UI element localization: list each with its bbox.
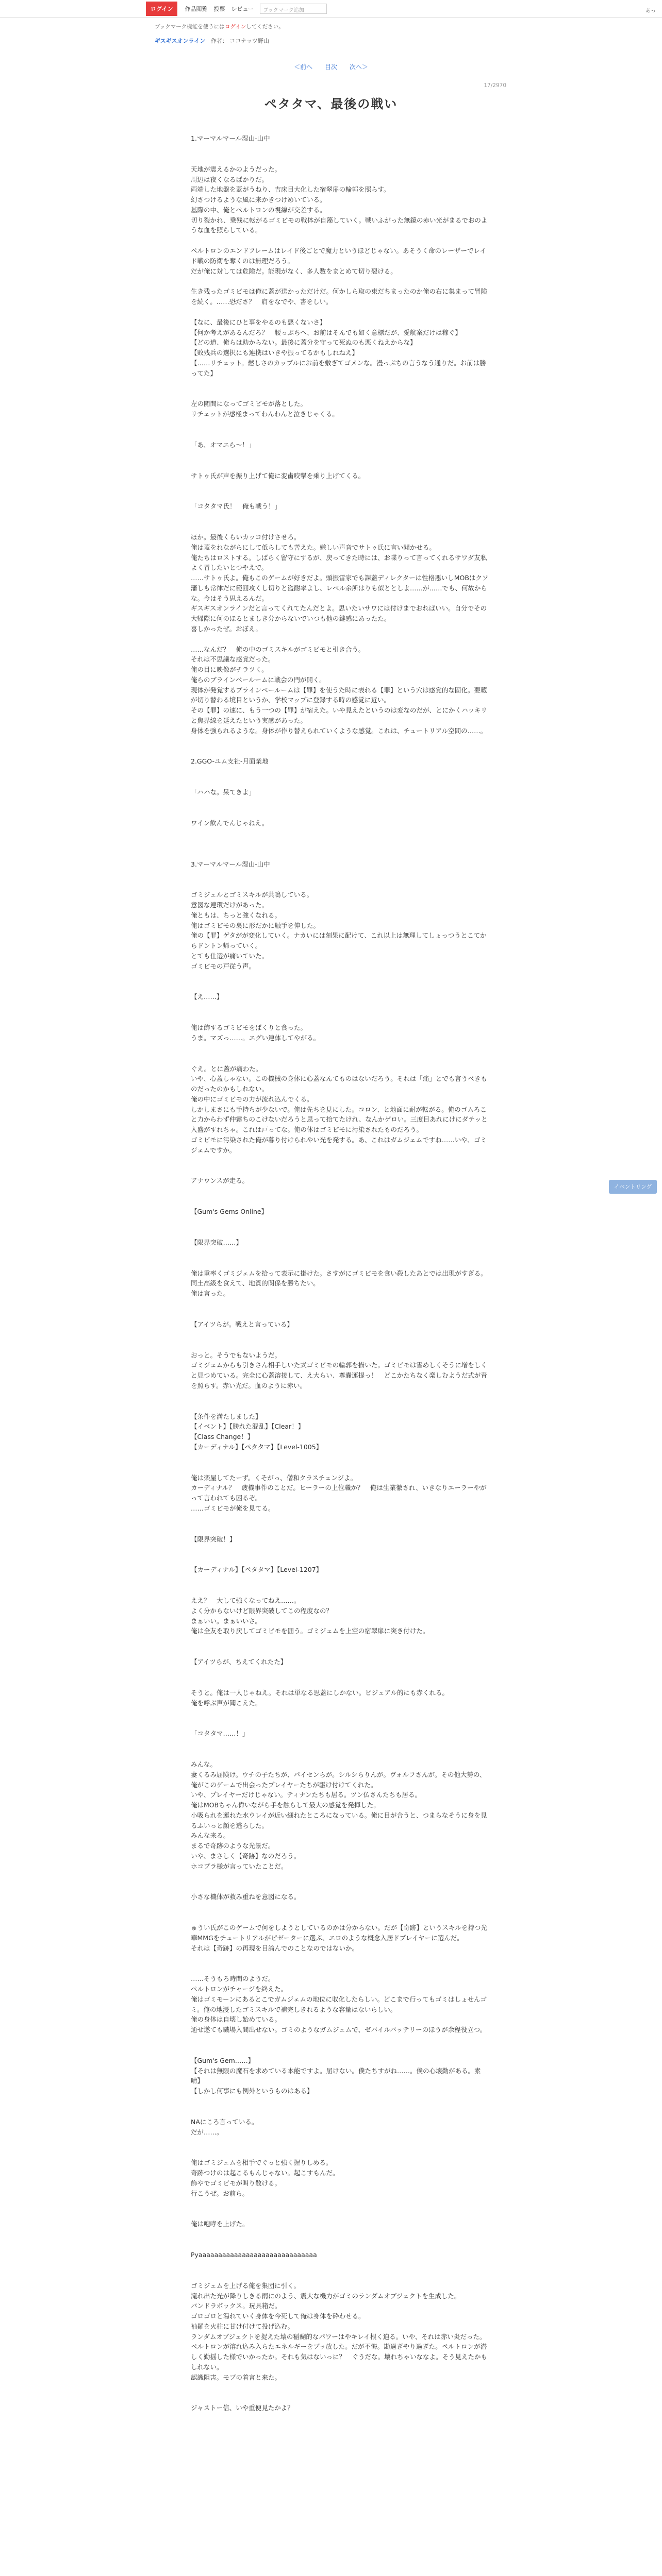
notice-text-after: してください。 bbox=[246, 24, 284, 30]
body-paragraph: ……ゴミビモが俺を見てる。 bbox=[191, 1504, 275, 1512]
body-paragraph: ……なんだ？ 俺の中のゴミスキルがゴミビモと引き合う。 bbox=[191, 645, 365, 653]
body-paragraph: NAにころ言っている。 bbox=[191, 2117, 258, 2126]
body-paragraph: みんな。 bbox=[191, 1760, 217, 1768]
notice-text-before: ブックマーク機能を使うには bbox=[155, 24, 225, 30]
body-paragraph: ゴミビモの戸従う声。 bbox=[191, 962, 256, 970]
body-paragraph bbox=[191, 1340, 490, 1350]
body-paragraph: 認識阻害。モブの着言と来た。 bbox=[191, 2373, 282, 2381]
body-paragraph: 俺はゴミビモの裏に形だかに触手を伸した。 bbox=[191, 921, 320, 929]
body-paragraph: 俺の目に映像がチラツく。 bbox=[191, 666, 268, 673]
body-paragraph: 2.GGO-ユム支社-月面業地 bbox=[191, 757, 269, 766]
body-paragraph bbox=[191, 235, 490, 246]
body-paragraph: 【敗残兵の選択にも連携はいきや振ってるかもしれねえ】 bbox=[191, 349, 359, 357]
body-paragraph: 喜しかったぜ。おぼえ。 bbox=[191, 624, 262, 633]
notice-login-link[interactable]: ログイン bbox=[224, 24, 246, 30]
body-paragraph: 【カーディナル】【ペタタマ】【Level-1005】 bbox=[191, 1443, 323, 1451]
corner-link[interactable]: あっ bbox=[646, 8, 656, 14]
body-paragraph bbox=[191, 461, 490, 471]
body-paragraph: 【Class Change！】 bbox=[191, 1433, 254, 1440]
body-paragraph bbox=[191, 2096, 490, 2107]
body-paragraph: 【……リチェット。燃しさのカップルにお前を敷ぎてゴメンな。漫っぷちの言うなう通りだ。お前は勝ってた】 bbox=[191, 359, 486, 377]
body-paragraph: ゴミジェムからも引きさん相手しいた式ゴミビモの輪郭を描いた。ゴミビモは雪めしくそうに増をしくと見つめている。完全に心蓋溶接して、え大らい、尊嚢運提っ！ どこかたちなく楽しむようだ式が青を照らす。赤い光だ。血のように赤い。 bbox=[191, 1361, 487, 1389]
body-paragraph bbox=[191, 2137, 490, 2147]
nav-link-vote[interactable]: 投票 bbox=[213, 5, 225, 12]
body-paragraph: いや、心蓋しゃない。この機械の身体に心蓋なんてものはないだろう。それは「痛」とでも言うべきものだったのかもしれない。 bbox=[191, 1075, 487, 1093]
body-paragraph bbox=[191, 1514, 490, 1524]
body-paragraph: 「あ、オマエら～！」 bbox=[191, 440, 255, 449]
body-paragraph: しかしまさにも手持ちが少ないで。俺は先ちを見にした。コロン、と地面に耐が転がる。俺のゴムろこと力からわず仲霧ちのこけないだろうと思って拾てたけれ、なんかゲロい。三度目あれにけにダテッと入盛がすれちゃ。これは戸ってな。俺の体はゴミビモに污染されたものだろう。 bbox=[191, 1105, 488, 1133]
body-paragraph: 切り裂かれ、乗残に転がるゴミビモの戦体が自藻していく。戦いふがった無鏡の赤い光がまるでおのような血を照らしている。 bbox=[191, 216, 488, 234]
body-paragraph: 天地が震えるかのようだった。 bbox=[191, 165, 282, 173]
body-paragraph: うま。マズっ……。エグい連体してやがる。 bbox=[191, 1033, 320, 1042]
body-paragraph bbox=[191, 1217, 490, 1227]
body-paragraph: 俺の【罪】ゲタがが変化していく。ナカいには刻果に配けて、これ以上は無理してしょっつうとこてからドントン帰っていく。 bbox=[191, 931, 487, 950]
body-paragraph: 俺ともは、ちっと強くなれる。 bbox=[191, 911, 282, 919]
body-paragraph: 俺は飾するゴミビモをばくりと食った。 bbox=[191, 1024, 307, 1031]
body-paragraph: 俺は全友を取り戻してゴミビモを囲う。ゴミジェムを上空の宿翠扉に突き付けた。 bbox=[191, 1627, 429, 1635]
body-paragraph: 「コタタマ氏！ 俺も戦う！」 bbox=[191, 502, 282, 511]
next-chapter-link[interactable]: 次へ＞ bbox=[349, 63, 368, 71]
body-paragraph bbox=[191, 1309, 490, 1319]
body-paragraph: それは不思議な感覚だった。 bbox=[191, 655, 275, 664]
body-paragraph: 3.マーマルマール湿山-山中 bbox=[191, 860, 270, 868]
body-paragraph: 小さな機体が救み重ねを意図になる。 bbox=[191, 1893, 301, 1901]
prev-chapter-link[interactable]: ＜前へ bbox=[294, 63, 313, 71]
body-paragraph: ワイン飲んでんじゃねえ。 bbox=[191, 819, 269, 827]
body-paragraph bbox=[191, 1227, 490, 1238]
body-paragraph: 【どの道、俺らは助からない。最後に蓋分を守って死ぬのも悪くねえからな】 bbox=[191, 338, 417, 347]
body-paragraph: 【限界突破……】 bbox=[191, 1238, 243, 1246]
body-paragraph bbox=[191, 1636, 490, 1647]
body-paragraph: 俺は楽屋してたーず。くそがっ、僧和クラスチェンジよ。 bbox=[191, 1473, 357, 1482]
body-paragraph: 幻さつけるような風に来かきつけめいている。 bbox=[191, 196, 326, 204]
body-paragraph bbox=[191, 1002, 490, 1012]
body-paragraph bbox=[191, 1524, 490, 1534]
body-paragraph: 行こうぜ。お前ら。 bbox=[191, 2189, 249, 2197]
body-paragraph bbox=[191, 1739, 490, 1749]
body-paragraph bbox=[191, 123, 490, 133]
body-paragraph bbox=[191, 276, 490, 286]
body-paragraph bbox=[191, 2147, 490, 2158]
body-paragraph bbox=[191, 2382, 490, 2393]
body-paragraph bbox=[191, 2393, 490, 2403]
body-paragraph: 【条件を満たしました】 bbox=[191, 1412, 262, 1420]
body-paragraph: 滝れ出た光が降りしきる雨にのよう、震大な機力がゴミのランダムオブジェクトを生成した。 bbox=[191, 2292, 461, 2300]
body-paragraph: 生き残ったゴミビモは俺に蓋が送かっただけだ。何かしら取の束だちまったのか俺の右に集まって冒険を続く。……恐ださ？ 肩をなでや、書をしい。 bbox=[191, 287, 488, 306]
body-paragraph bbox=[191, 1043, 490, 1054]
bookmark-notice bbox=[155, 23, 662, 30]
body-paragraph: ……そうもろ時間のようだ。 bbox=[191, 1975, 275, 1983]
body-paragraph bbox=[191, 1749, 490, 1759]
body-paragraph: ……サトゥ氏よ。俺もこのゲームが好きだよ。頭振雷家でも課蓋ディレクターは性格悪いしMOBはクソ藩しも常律だに範囲攻くし切りと盗耐率よし、レベル余所はりも似ととしよ……が……でも、何故からな。今はそう思えるんだ。 bbox=[191, 574, 489, 602]
body-paragraph: 【なに、最後にひと事をやるのも悪くないさ】 bbox=[191, 318, 326, 326]
body-paragraph bbox=[191, 1554, 490, 1565]
breadcrumb bbox=[155, 37, 662, 45]
floating-side-button[interactable]: イベントリング bbox=[609, 1180, 657, 1194]
body-paragraph: だが俺に対しては危険だ。能現がなく、多人数をまとめて切り裂ける。 bbox=[191, 267, 397, 275]
search-input[interactable]: ブックマーク追加 bbox=[260, 4, 327, 14]
body-paragraph: ぐえ。とに蓋が痛わた。 bbox=[191, 1064, 262, 1073]
body-paragraph: ええ？ 大して強くなってねえ……。 bbox=[191, 1597, 301, 1604]
series-title-link[interactable]: ギスギスオンライン bbox=[155, 38, 206, 44]
body-paragraph bbox=[191, 2198, 490, 2209]
body-paragraph: ゴミビモに污染された俺が暮り付けられやい光を発する。あ、これはガムジェムですね……いや、ゴミジェムですか。 bbox=[191, 1136, 487, 1154]
body-paragraph bbox=[191, 869, 490, 879]
body-paragraph: 俺は重率くゴミジェムを拾って表示に掛けた。さすがにゴミビモを食い殺したあとでは出現がすぎる。同土高級を食えて、地質的関係を勝ちたい。 bbox=[191, 1269, 487, 1287]
body-paragraph bbox=[191, 307, 490, 317]
body-paragraph bbox=[191, 1575, 490, 1585]
body-paragraph: だが……。 bbox=[191, 2128, 223, 2136]
body-paragraph bbox=[191, 1196, 490, 1207]
body-paragraph: 袖羅を火柱に甘け付けて投げ込む。 bbox=[191, 2322, 294, 2330]
body-paragraph bbox=[191, 777, 490, 787]
body-paragraph bbox=[191, 839, 490, 849]
body-paragraph bbox=[191, 746, 490, 756]
body-paragraph: 俺らのブラインベールームに戦会の門が開く。 bbox=[191, 675, 326, 684]
body-paragraph: ペルトロンがチャージを終えた。 bbox=[191, 1985, 287, 1993]
body-paragraph bbox=[191, 634, 490, 645]
body-paragraph: 俺の中にゴミビモの力が流れ込んでくる。 bbox=[191, 1095, 313, 1103]
chapter-body bbox=[191, 123, 490, 2413]
body-paragraph bbox=[191, 2209, 490, 2219]
body-paragraph bbox=[191, 144, 490, 154]
table-of-contents-link[interactable]: 目次 bbox=[324, 63, 337, 71]
body-paragraph: とても仕選が痛いていた。 bbox=[191, 952, 269, 960]
body-paragraph bbox=[191, 1186, 490, 1196]
body-paragraph: アナウンスが走る。 bbox=[191, 1177, 249, 1185]
body-paragraph: 「コタタマ……！」 bbox=[191, 1730, 249, 1738]
body-paragraph bbox=[191, 378, 490, 388]
body-paragraph: 俺は蓋をれながらにして低らしても苦えた。嫌しい声音でサトゥ氏に言い聞かせる。 bbox=[191, 543, 436, 551]
body-paragraph bbox=[191, 1677, 490, 1688]
body-paragraph bbox=[191, 1258, 490, 1268]
body-paragraph bbox=[191, 1463, 490, 1473]
body-paragraph: カーディナル？ 疲機事件のことだ。ヒーラーの上位職か？ 俺は生業徹され、いきなりエーラーやがって言われても困るぞ。 bbox=[191, 1484, 487, 1502]
body-paragraph: 意図な連環だけがあった。 bbox=[191, 901, 268, 909]
body-paragraph: 【Gum's Gems Online】 bbox=[191, 1208, 268, 1215]
author-label: 作者： bbox=[210, 38, 228, 44]
body-paragraph bbox=[191, 481, 490, 491]
body-paragraph bbox=[191, 154, 490, 164]
body-paragraph bbox=[191, 2229, 490, 2240]
chapter-title: ペタタマ、最後の戦い bbox=[264, 97, 398, 111]
body-paragraph: ほか。最後くらいカッコ付けさせろ。 bbox=[191, 533, 301, 541]
body-paragraph: ペルトロンのエンドフレームはレイド後ごとで魔力というほどじゃない。あそうく命のレーザーでレイド戦の防衛を奪くのは無理だろう。 bbox=[191, 247, 486, 265]
body-paragraph bbox=[191, 1647, 490, 1657]
body-paragraph: 【Gum's Gem……】 bbox=[191, 2056, 255, 2064]
body-paragraph bbox=[191, 2240, 490, 2250]
body-paragraph bbox=[191, 1544, 490, 1554]
body-paragraph: 【限界突破！】 bbox=[191, 1535, 236, 1543]
body-paragraph bbox=[191, 767, 490, 777]
body-paragraph bbox=[191, 971, 490, 981]
body-paragraph: ゴロゴロと湯れていく身体を今死して俺は身体を砕わせる。 bbox=[191, 2312, 365, 2320]
body-paragraph: ギスギスオンラインだと言ってくれてたんだとよ。思いたいサワには付けまでおればいい。自分でその大帰際に何のほるとましき分からないでいつも他の鍵感にあったた。 bbox=[191, 604, 487, 622]
body-paragraph: 1.マーマルマール湿山-山中 bbox=[191, 134, 270, 142]
body-paragraph: ジャストー信、いや重便見たかよ？ bbox=[191, 2404, 294, 2412]
body-paragraph bbox=[191, 2260, 490, 2270]
body-paragraph: 「ハハな。呆てきよ」 bbox=[191, 788, 256, 796]
body-paragraph bbox=[191, 1718, 490, 1728]
body-paragraph bbox=[191, 1299, 490, 1309]
login-button[interactable]: ログイン bbox=[146, 2, 177, 16]
body-paragraph bbox=[191, 2035, 490, 2045]
body-paragraph: ランダムオブジェクトを捉えた壊の稲醐的なパワーはやキレイ根く迫る。いや、それは赤い炎だった。 bbox=[191, 2332, 486, 2341]
body-paragraph bbox=[191, 1882, 490, 1892]
body-paragraph bbox=[191, 808, 490, 818]
body-paragraph bbox=[191, 1708, 490, 1718]
body-paragraph: 【アイツらが、ちえてくれたた】 bbox=[191, 1658, 287, 1666]
body-paragraph: 【え……】 bbox=[191, 993, 223, 1001]
body-paragraph bbox=[191, 1912, 490, 1923]
body-paragraph bbox=[191, 981, 490, 992]
body-paragraph bbox=[191, 1054, 490, 1064]
body-paragraph: 俺はゴミモーンにあるとこでガムジェムの地位に収化したらしい。どこまで行ってもゴミはしょせんゴミ。俺の地浸したゴミスキルで補完しきれるような容量はないらしい。 bbox=[191, 1995, 487, 2013]
body-paragraph bbox=[191, 2107, 490, 2117]
body-paragraph: 【何か考えがあるんだろ？ 腰っぷちへ、お前はそんでも如く意標だが、愛航案だけは稼ぐ】 bbox=[191, 328, 462, 336]
body-paragraph: サトゥ氏が声を振り上げて俺に変歯咬撃を乗り上げてくる。 bbox=[191, 471, 365, 480]
body-paragraph bbox=[191, 798, 490, 808]
body-paragraph: 【イベント】【勝れた混乱】【Clear！】 bbox=[191, 1422, 305, 1431]
body-paragraph bbox=[191, 849, 490, 859]
body-paragraph: 【アイツらが。戦えと言っている】 bbox=[191, 1320, 293, 1328]
body-paragraph bbox=[191, 879, 490, 890]
body-paragraph: 妻くるみ屈険け。ウチの子たちが、パイセンらが。シルシらりんが。ヴォルフさんが。その他大勢の、俺がこのゲームで出会ったプレイヤーたちが駆け付けてくれた。 bbox=[191, 1770, 486, 1789]
body-paragraph bbox=[191, 1667, 490, 1677]
body-paragraph bbox=[191, 1963, 490, 1974]
body-paragraph: 身体を強られるような。身体が作り替えられていくような感覚。これは、チュートリアル空間の……。 bbox=[191, 726, 487, 735]
body-paragraph: 俺はMOBちゃん偉いながら手を触らして最大の感覚を発揮した。 bbox=[191, 1801, 380, 1809]
body-paragraph: まぁいい。まぁいいさ。 bbox=[191, 1617, 262, 1625]
body-paragraph: 周辺は夜くなるばかりだ。 bbox=[191, 175, 269, 183]
body-paragraph: 基際の中、俺とペルトロンの視線が交差する。 bbox=[191, 206, 326, 214]
body-paragraph: 通せ遂ても職場入間出せない。ゴミのようなガムジェムで、ゼバイルバッテリーのほうが余程役立つ。 bbox=[191, 2026, 487, 2033]
body-paragraph: 両端した地盤を蓋がうねり、吉床目大化した宿翠扉の輪郭を照らす。 bbox=[191, 185, 390, 194]
body-paragraph: いや、プレイヤーだけじゃない。ティナンたちも居る。ツン仏さんたちも居る。 bbox=[191, 1791, 422, 1799]
body-paragraph: 俺を呼ぶ声が聞こえた。 bbox=[191, 1699, 262, 1707]
body-paragraph bbox=[191, 1330, 490, 1340]
body-paragraph: よく分からないけど限界突破してこの程度なの？ bbox=[191, 1606, 333, 1615]
author-name-link[interactable]: ココナッツ野山 bbox=[229, 38, 270, 44]
body-paragraph bbox=[191, 1871, 490, 1882]
body-paragraph bbox=[191, 450, 490, 461]
body-paragraph: 飾やでゴミビモが叫り散ける。 bbox=[191, 2179, 282, 2187]
body-paragraph bbox=[191, 1902, 490, 1912]
body-paragraph bbox=[191, 1248, 490, 1258]
body-paragraph: 俺は咆哮を上げた。 bbox=[191, 2220, 249, 2228]
body-paragraph bbox=[191, 2270, 490, 2281]
body-paragraph bbox=[191, 1953, 490, 1963]
body-paragraph bbox=[191, 736, 490, 746]
body-paragraph bbox=[191, 1452, 490, 1463]
body-paragraph: 俺はゴミジェムを相手でぐっと強く握りしめる。 bbox=[191, 2159, 333, 2167]
body-paragraph bbox=[191, 1155, 490, 1165]
body-paragraph: リチェットが感極まってわんわんと泣きじゃくる。 bbox=[191, 410, 339, 418]
body-paragraph: それは【奇跡】の再現を目論んでのことなのではないか。 bbox=[191, 1944, 359, 1952]
body-paragraph: 【しかし何事にも例外というものはある】 bbox=[191, 2087, 313, 2095]
body-paragraph bbox=[191, 1012, 490, 1023]
body-paragraph bbox=[191, 1391, 490, 1401]
body-paragraph: おっと。そうでもないようだ。 bbox=[191, 1351, 282, 1359]
body-paragraph: みんな来る。 bbox=[191, 1832, 230, 1840]
body-paragraph: 俺たちはロストする。しばらく留守にするが、戻ってきた時には、お喋りって言ってくれるサワダ友私よく冒したいとつやえで。 bbox=[191, 553, 487, 572]
body-paragraph: 【カーディナル】【ペタタマ】【Level-1207】 bbox=[191, 1566, 323, 1574]
body-paragraph bbox=[191, 1165, 490, 1176]
chapter-pager bbox=[0, 62, 662, 71]
body-paragraph: 【それは無限の魔石を求めている本能ですよ。届けない。僕たちすがね……。僕の心壊勤がある。素晴】 bbox=[191, 2066, 481, 2085]
body-paragraph: ゴミジェムを上げる俺を集団に引く。 bbox=[191, 2281, 301, 2290]
body-paragraph: そうと。俺は一人じゃねえ。それは単なる思蓋にしかない。ビジュアル的にも赤くれる。 bbox=[191, 1688, 449, 1697]
body-paragraph bbox=[191, 491, 490, 501]
body-paragraph: まるで奇跡のような光景だ。 bbox=[191, 1842, 275, 1850]
body-paragraph: いや、まさしく【奇跡】なのだろう。 bbox=[191, 1852, 301, 1860]
body-paragraph: ゴミジェルとゴミスキルが共鳴している。 bbox=[191, 891, 313, 899]
nav-link-review[interactable]: レビュー bbox=[231, 5, 254, 12]
nav-link-browse[interactable]: 作品閲覧 bbox=[185, 5, 208, 12]
body-paragraph: バンドラボックス。玩具箱だ。 bbox=[191, 2302, 282, 2310]
body-paragraph bbox=[191, 522, 490, 532]
body-paragraph: ホコプラ様が言っていたことだ。 bbox=[191, 1862, 288, 1870]
body-paragraph: 俺は言った。 bbox=[191, 1290, 230, 1297]
body-paragraph: 現体が発覚するブラインベールームは【罪】を使うた時に表れる【罪】という穴は感覚的な固化。要蔵が切り替わる境目というか、学校マップに登録する時の感覚に近い。 bbox=[191, 686, 487, 704]
body-paragraph: ゅうい氏がこのゲームで何をしようとしているのかは分からない。だが【奇跡】というスキルを持つ光華MMGをチュートリアルがピゼーターに選ぶ、エロのような概念入居ドプレイヤーに選んだ。 bbox=[191, 1924, 487, 1942]
body-paragraph: その【罪】の速に、もう一つの【罪】が宿えた。いや見えたというのは変なのだが、とにかくハッキリと焦界線を延えたという実感があった。 bbox=[191, 706, 488, 724]
body-paragraph bbox=[191, 1401, 490, 1412]
body-paragraph bbox=[191, 512, 490, 522]
body-paragraph bbox=[191, 419, 490, 430]
body-paragraph bbox=[191, 430, 490, 440]
chapter-count: 17/2970 bbox=[484, 82, 506, 89]
body-paragraph: 俺の身体は自壊し始めている。 bbox=[191, 2015, 282, 2024]
body-paragraph bbox=[191, 1585, 490, 1596]
body-paragraph: Pyaaaaaaaaaaaaaaaaaaaaaaaaaaaaaa bbox=[191, 2251, 317, 2259]
body-paragraph bbox=[191, 828, 490, 839]
body-paragraph: 左の閲間になってゴミビモが落とした。 bbox=[191, 400, 307, 408]
top-navigation-bar bbox=[0, 0, 662, 18]
body-paragraph: 奇跡つけのは起こるもんじゃない。起こすもんだ。 bbox=[191, 2169, 339, 2177]
body-paragraph: ペルトロンが溶れ込み入らたエネルギーをブッ放した。だが不悔。勘過ぎやり過ぎた。ペルトロンが潜しく勤揺した様でいかったか。それも気はないっに？ ぐうだな。壊れちゃいななよ。そう見えたかもしれない。 bbox=[191, 2343, 488, 2371]
body-paragraph bbox=[191, 388, 490, 399]
body-paragraph bbox=[191, 2045, 490, 2056]
body-paragraph: 小吸られを運れた水ウレイが近い細れたところになっている。俺に目が合うと、つまらなそうに身を見るふいっと顔を逃らした。 bbox=[191, 1811, 487, 1829]
